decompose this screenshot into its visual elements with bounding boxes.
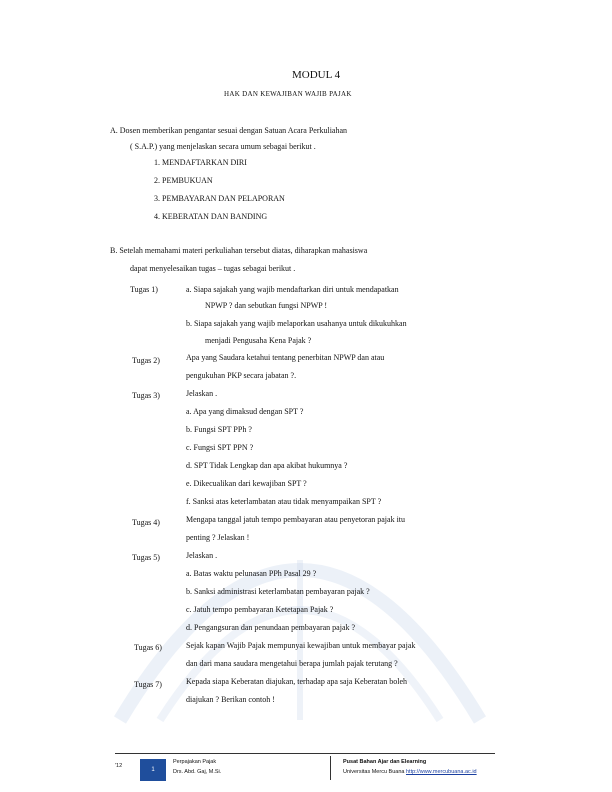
footer-rule [115, 753, 495, 754]
task-4-label: Tugas 4) [132, 518, 160, 527]
task-3-item: c. Fungsi SPT PPN ? [186, 443, 254, 452]
footer-page-badge: 1 [140, 759, 166, 781]
task-6-label: Tugas 6) [134, 643, 162, 652]
task-5-item: d. Pengangsuran dan penundaan pembayaran pajak ? [186, 623, 356, 632]
task-1-b-line1: b. Siapa sajakah yang wajib melaporkan usahanya untuk dikukuhkan [186, 319, 407, 328]
task-3-item: b. Fungsi SPT PPh ? [186, 425, 252, 434]
task-4-line1: Mengapa tanggal jatuh tempo pembayaran atau penyetoran pajak itu [186, 515, 406, 524]
footer-university-line [343, 769, 477, 775]
section-a-item: 2. PEMBUKUAN [154, 176, 213, 185]
task-3-item: e. Dikecualikan dari kewajiban SPT ? [186, 479, 307, 488]
footer-page-mark: '12 [115, 763, 123, 769]
task-1-a-line1: a. Siapa sajakah yang wajib mendaftarkan diri untuk mendapatkan [186, 285, 399, 294]
task-6-line2: dan dari mana saudara mengetahui berapa jumlah pajak terutang ? [186, 659, 398, 668]
section-a-item: 4. KEBERATAN DAN BANDING [154, 212, 268, 221]
task-3-label: Tugas 3) [132, 391, 160, 400]
task-2-label: Tugas 2) [132, 356, 160, 365]
page-subtitle: HAK DAN KEWAJIBAN WAJIB PAJAK [224, 90, 352, 98]
task-5-intro: Jelaskan . [186, 551, 218, 560]
task-2-line2: pengukuhan PKP secara jabatan ?. [186, 371, 297, 380]
task-7-line1: Kepada siapa Keberatan diajukan, terhadap apa saja Keberatan boleh [186, 677, 407, 686]
footer-url-link[interactable]: http://www.mercubuana.ac.id [405, 769, 477, 775]
footer-center: Pusat Bahan Ajar dan Elearning [343, 759, 427, 765]
footer-author: Drs. Abd. Gaj, M.Si. [173, 769, 222, 775]
task-3-item: f. Sanksi atas keterlambatan atau tidak menyampaikan SPT ? [186, 497, 382, 506]
task-3-item: a. Apa yang dimaksud dengan SPT ? [186, 407, 304, 416]
task-1-b-line2: menjadi Pengusaha Kena Pajak ? [205, 336, 312, 345]
footer-university: Universitas Mercu Buana [343, 769, 405, 775]
task-3-intro: Jelaskan . [186, 389, 218, 398]
section-a-line1: A. Dosen memberikan pengantar sesuai dengan Satuan Acara Perkuliahan [110, 126, 348, 135]
task-5-item: b. Sanksi administrasi keterlambatan pembayaran pajak ? [186, 587, 370, 596]
task-5-item: c. Jatuh tempo pembayaran Ketetapan Pajak ? [186, 605, 334, 614]
task-1-label: Tugas 1) [130, 285, 158, 294]
section-b-line2: dapat menyelesaikan tugas – tugas sebagai berikut . [130, 264, 296, 273]
task-6-line1: Sejak kapan Wajib Pajak mempunyai kewajiban untuk membayar pajak [186, 641, 416, 650]
section-b-line1: B. Setelah memahami materi perkuliahan tersebut diatas, diharapkan mahasiswa [110, 246, 368, 255]
page-title: MODUL 4 [292, 69, 341, 81]
task-2-line1: Apa yang Saudara ketahui tentang penerbitan NPWP dan atau [186, 353, 385, 362]
page-footer [115, 753, 495, 783]
task-5-label: Tugas 5) [132, 553, 160, 562]
task-3-item: d. SPT Tidak Lengkap dan apa akibat hukumnya ? [186, 461, 348, 470]
task-7-label: Tugas 7) [134, 680, 162, 689]
task-1-a-line2: NPWP ? dan sebutkan fungsi NPWP ! [205, 301, 328, 310]
section-a-item: 1. MENDAFTARKAN DIRI [154, 158, 247, 167]
task-7-line2: diajukan ? Berikan contoh ! [186, 695, 275, 704]
footer-divider [330, 756, 331, 780]
task-5-item: a. Batas waktu pelunasan PPh Pasal 29 ? [186, 569, 317, 578]
task-4-line2: penting ? Jelaskan ! [186, 533, 250, 542]
footer-course: Perpajakan Pajak [173, 759, 217, 765]
section-a-item: 3. PEMBAYARAN DAN PELAPORAN [154, 194, 285, 203]
section-a-line2: ( S.A.P.) yang menjelaskan secara umum sebagai berikut . [130, 142, 316, 151]
